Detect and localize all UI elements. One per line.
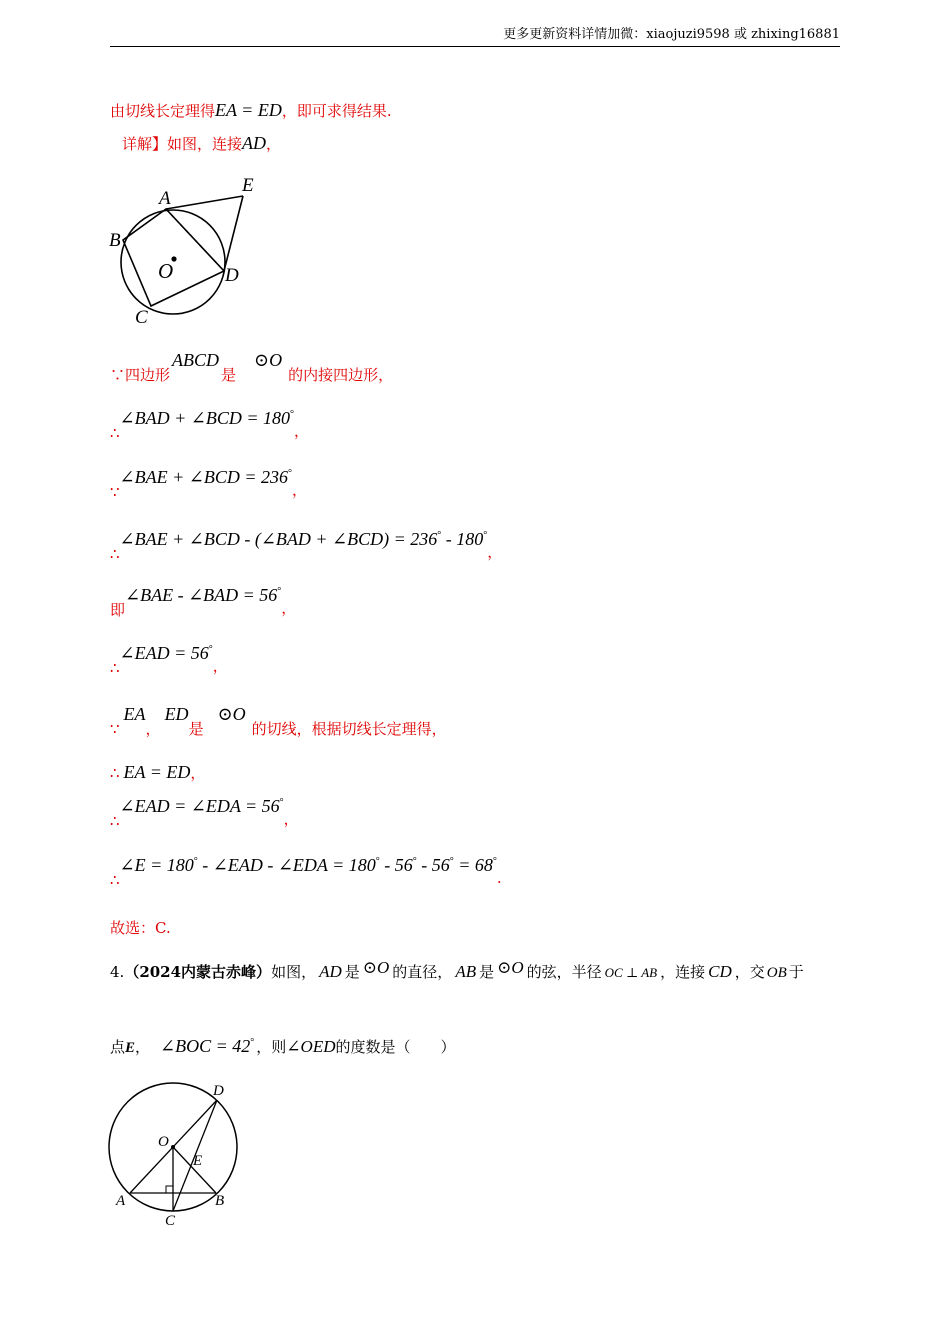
detail-line: 详解】如图，连接AD，	[122, 133, 282, 153]
label-e-2: E	[193, 1153, 203, 1169]
label-o: O	[158, 259, 174, 283]
question-4-line-2: 点E， ∠BOC = 42° ，则∠OED的度数是（ ）	[110, 1036, 456, 1056]
answer-line: 故选：C.	[110, 919, 171, 937]
step-3: ∵∠BAE + ∠BCD = 236°，	[110, 467, 308, 501]
step-6: ∴∠EAD = 56°，	[110, 643, 228, 677]
label-a-2: A	[116, 1193, 126, 1209]
segment-ed	[224, 196, 243, 271]
center-dot-2	[171, 1145, 175, 1149]
step-1: ∵四边形ABCD是⊙O的内接四边形，	[110, 350, 394, 384]
step-5: 即∠BAE - ∠BAD = 56°，	[110, 585, 297, 619]
label-o-2: O	[158, 1134, 169, 1150]
label-d-2: D	[213, 1083, 224, 1099]
label-b: B	[109, 230, 121, 251]
figure-question-4	[105, 1075, 245, 1235]
segment-ae	[166, 196, 243, 209]
step-2: ∴∠BAD + ∠BCD = 180°，	[110, 408, 310, 442]
intro-line: 由切线长定理得EA = ED，即可求得结果.	[110, 100, 392, 120]
label-e: E	[242, 175, 254, 196]
label-b-2: B	[215, 1193, 225, 1209]
figure-cyclic-quadrilateral	[105, 170, 275, 330]
step-7: ∵EA，ED是⊙O的切线，根据切线长定理得，	[110, 704, 447, 738]
label-c-2: C	[165, 1213, 176, 1229]
label-a: A	[159, 188, 171, 209]
label-d: D	[225, 265, 239, 286]
question-4-line-1: 4.（2024内蒙古赤峰）如图， AD 是 ⊙O 的直径， AB 是 ⊙O 的弦，半径 OC ⊥ AB ，连接 CD ，交 OB 于	[110, 958, 804, 981]
step-4: ∴∠BAE + ∠BCD - (∠BAD + ∠BCD) = 236° - 180°，	[110, 529, 503, 563]
step-8: ∴ EA = ED，	[110, 762, 206, 782]
step-10: ∴∠E = 180° - ∠EAD - ∠EDA = 180° - 56° - 56° = 68°.	[110, 855, 502, 889]
right-angle-mark	[166, 1186, 173, 1193]
page-header: 更多更新资料详情加微：xiaojuzi9598 或 zhixing16881	[110, 26, 840, 47]
step-9: ∴∠EAD = ∠EDA = 56°，	[110, 796, 299, 830]
label-c: C	[135, 307, 148, 328]
